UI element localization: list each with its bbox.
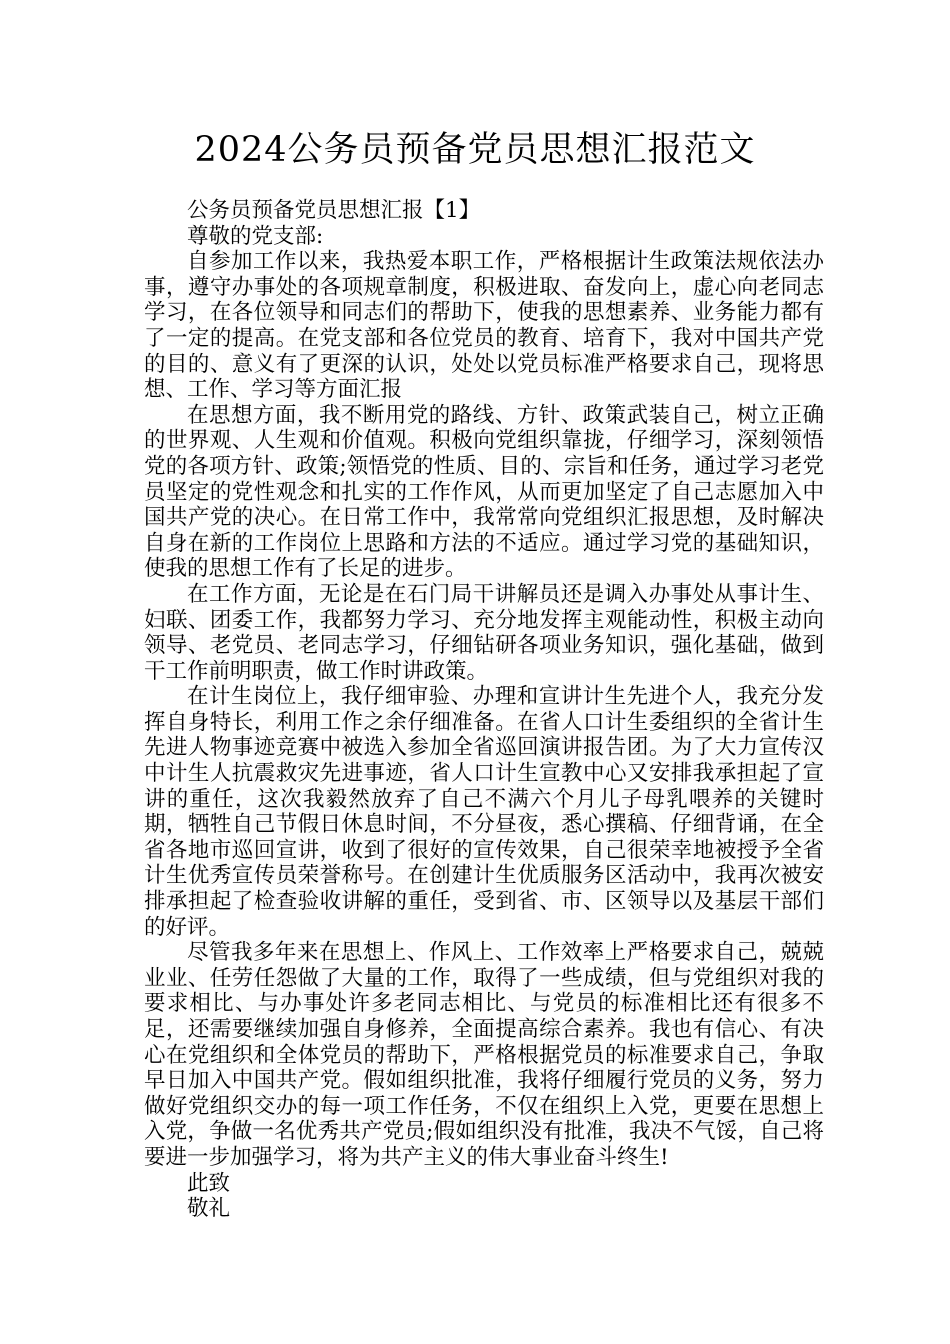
document-body — [144, 198, 824, 1222]
section-heading: 公务员预备党员思想汇报【1】 — [187, 198, 481, 223]
paragraph: 在计生岗位上，我仔细审验、办理和宣讲计生先进个人，我充分发挥自身特长，利用工作之余仔细准备。在省人口计生委组织的全省计生先进人物事迹竞赛中被选入参加全省巡回演讲报告团。为了大力宣传汉中计生人抗震救灾先进事迹，省人口计生宣教中心又安排我承担起了宣讲的重任，这次我毅然放弃了自己不满六个月儿子母乳喂养的关键时期，牺牲自己节假日休息时间，不分昼夜，悉心撰稿、仔细背诵，在全省各地市巡回宣讲，收到了很好的宣传效果，自己很荣幸地被授予全省计生优秀宣传员荣誉称号。在创建计生优质服务区活动中，我再次被安排承担起了检查验收讲解的重任，受到省、市、区领导以及基层干部们的好评。 — [144, 684, 824, 940]
paragraph: 尽管我多年来在思想上、作风上、工作效率上严格要求自己，兢兢业业、任劳任怨做了大量的工作，取得了一些成绩，但与党组织对我的要求相比、与办事处许多老同志相比、与党员的标准相比还有很多不足，还需要继续加强自身修养，全面提高综合素养。我也有信心、有决心在党组织和全体党员的帮助下，严格根据党员的标准要求自己，争取早日加入中国共产党。假如组织批准，我将仔细履行党员的义务，努力做好党组织交办的每一项工作任务，不仅在组织上入党，更要在思想上入党，争做一名优秀共产党员;假如组织没有批准，我决不气馁，自己将要进一步加强学习，将为共产主义的伟大事业奋斗终生! — [144, 940, 824, 1170]
salutation: 尊敬的党支部: — [187, 223, 324, 249]
paragraph: 在工作方面，无论是在石门局干讲解员还是调入办事处从事计生、妇联、团委工作，我都努力学习、充分地发挥主观能动性，积极主动向领导、老党员、老同志学习，仔细钻研各项业务知识，强化基础，做到干工作前明职责，做工作时讲政策。 — [144, 581, 824, 684]
closing-line: 敬礼 — [187, 1196, 231, 1222]
document-title: 2024公务员预备党员思想汇报范文 — [194, 130, 756, 170]
closing-line: 此致 — [187, 1170, 231, 1196]
paragraph: 自参加工作以来，我热爱本职工作，严格根据计生政策法规依法办事，遵守办事处的各项规章制度，积极进取、奋发向上，虚心向老同志学习，在各位领导和同志们的帮助下，使我的思想素养、业务能力都有了一定的提高。在党支部和各位党员的教育、培育下，我对中国共产党的目的、意义有了更深的认识，处处以党员标准严格要求自己，现将思想、工作、学习等方面汇报 — [144, 249, 824, 403]
paragraph: 在思想方面，我不断用党的路线、方针、政策武装自己，树立正确的世界观、人生观和价值观。积极向党组织靠拢，仔细学习，深刻领悟党的各项方针、政策;领悟党的性质、目的、宗旨和任务，通过学习老党员坚定的党性观念和扎实的工作作风，从而更加坚定了自己志愿加入中国共产党的决心。在日常工作中，我常常向党组织汇报思想，及时解决自身在新的工作岗位上思路和方法的不适应。通过学习党的基础知识，使我的思想工作有了长足的进步。 — [144, 402, 824, 582]
